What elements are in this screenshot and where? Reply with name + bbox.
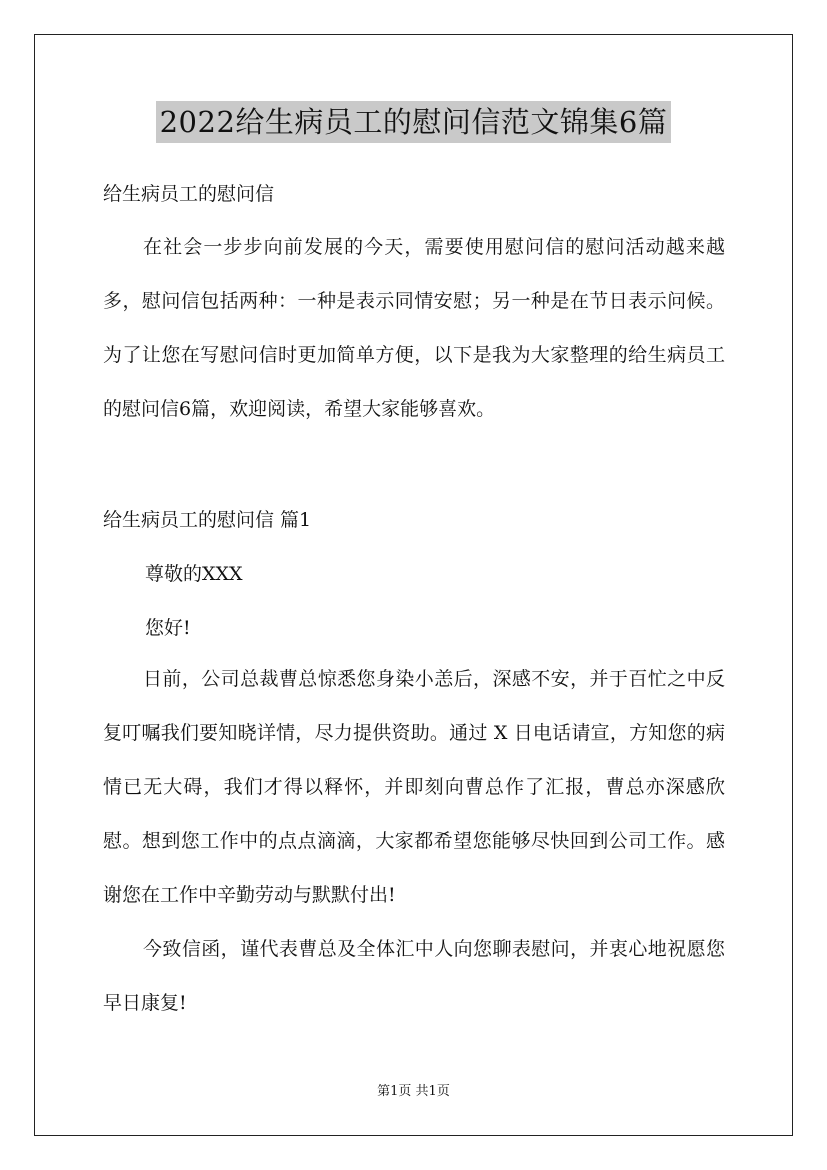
letter-paragraph-2: 今致信函，谨代表曹总及全体汇中人向您聊表慰问，并衷心地祝愿您早日康复! <box>103 938 725 1014</box>
document-title: 2022给生病员工的慰问信范文锦集6篇 <box>156 101 672 143</box>
intro-heading: 给生病员工的慰问信 <box>103 183 275 205</box>
salutation: 尊敬的XXX <box>145 563 243 585</box>
document-title-wrapper <box>0 101 827 143</box>
letter-paragraph-1: 日前，公司总裁曹总惊悉您身染小恙后，深感不安，并于百忙之中反复叮嘱我们要知晓详情，尽力提供资助。通过 X 日电话请宣，方知您的病情已无大碍，我们才得以释怀，并即刻向曹总作了汇报，曹总亦深感欣慰。想到您工作中的点点滴滴，大家都希望您能够尽快回到公司工作。感谢您在工作中辛勤劳动与默默付出! <box>103 668 725 906</box>
section1-heading: 给生病员工的慰问信 篇1 <box>103 509 312 531</box>
page-number: 第1页 共1页 <box>377 1084 450 1099</box>
greeting: 您好! <box>145 617 191 639</box>
intro-paragraph: 在社会一步步向前发展的今天，需要使用慰问信的慰问活动越来越多，慰问信包括两种：一种是表示同情安慰；另一种是在节日表示问候。为了让您在写慰问信时更加简单方便，以下是我为大家整理的给生病员工的慰问信6篇，欢迎阅读，希望大家能够喜欢。 <box>103 236 725 420</box>
